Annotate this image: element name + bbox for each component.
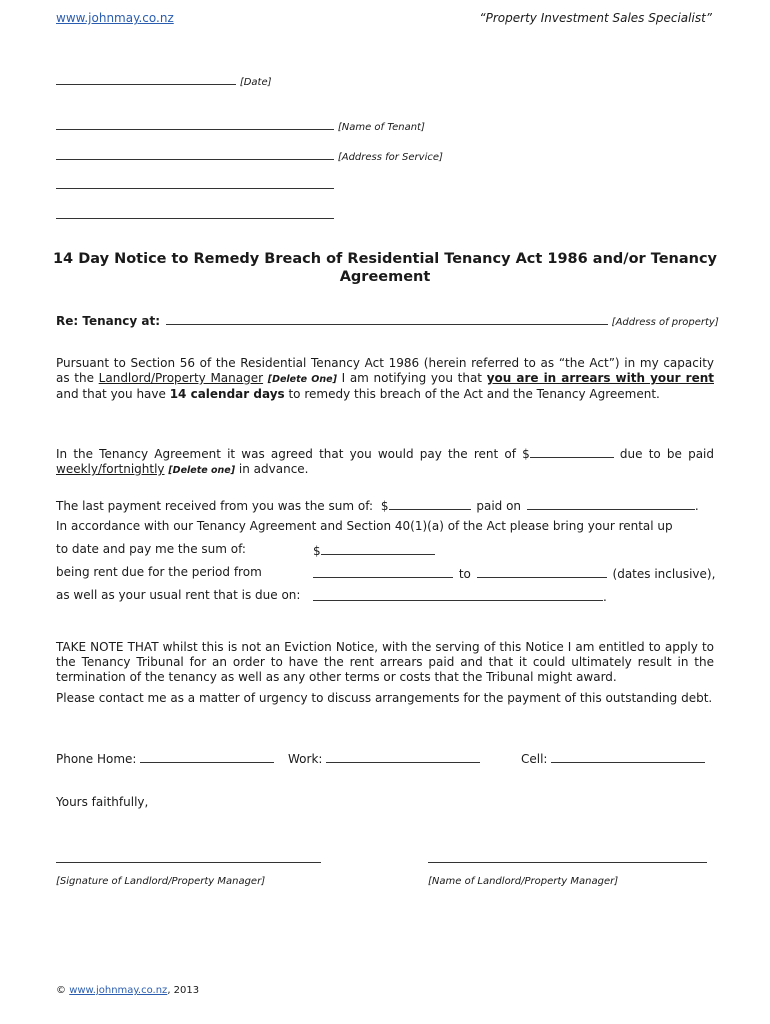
period-row — [313, 565, 715, 581]
footer-website-link[interactable]: www.johnmay.co.nz — [69, 985, 168, 996]
property-address-field[interactable] — [166, 312, 608, 325]
date-label: [Date] — [239, 77, 272, 88]
usual-rent-row — [313, 588, 607, 604]
date-line — [56, 72, 272, 88]
closing-text: Yours faithfully, — [56, 795, 149, 809]
para2-text-2: due to be paid — [613, 447, 715, 461]
notice-paragraph — [56, 356, 714, 402]
footer — [56, 985, 199, 996]
delete-one-note-2: [Delete one] — [168, 465, 236, 476]
para2-text-3: in advance. — [235, 462, 309, 476]
phone-home-field[interactable] — [140, 750, 274, 763]
frequency-option: weekly/fortnightly — [56, 462, 165, 476]
address-line-4 — [56, 206, 334, 222]
phone-work-field[interactable] — [326, 750, 480, 763]
period-from-field[interactable] — [313, 565, 453, 578]
signature-line[interactable] — [56, 862, 321, 863]
para1-text-4: to remedy this breach of the Act and the Tenancy Agreement. — [284, 387, 660, 401]
para2-text-1: In the Tenancy Agreement it was agreed that you would pay the rent of $ — [56, 447, 530, 461]
date-field[interactable] — [56, 72, 236, 85]
signature-label: [Signature of Landlord/Property Manager] — [56, 876, 266, 887]
copyright-symbol: © — [56, 985, 66, 996]
delete-one-note: [Delete One] — [267, 374, 337, 385]
to-label: to — [458, 567, 471, 581]
address-line-3 — [56, 176, 334, 192]
phone-cell-row — [521, 750, 705, 766]
para1-text-1: Pursuant to Section 56 of the Residential Tenancy Act 1986 (herein referred to as “the Act”) in my capacity as the — [56, 356, 714, 385]
phone-cell-label: Cell: — [521, 752, 548, 766]
last-payment-amount-field[interactable] — [389, 497, 471, 510]
sum-row — [313, 542, 435, 558]
property-address-label: [Address of property] — [611, 317, 719, 328]
footer-year: , 2013 — [167, 985, 200, 996]
page-title: 14 Day Notice to Remedy Breach of Residential Tenancy Act 1986 and/or Tenancy Agreement — [52, 251, 718, 285]
name-line[interactable] — [428, 862, 707, 863]
paid-on-date-field[interactable] — [527, 497, 695, 510]
phone-home-row — [56, 750, 274, 766]
dollar-sign: $ — [380, 499, 389, 513]
paid-on-label: paid on — [476, 499, 522, 513]
phone-cell-field[interactable] — [551, 750, 705, 763]
dollar-sign-2: $ — [313, 544, 321, 558]
service-address-field[interactable] — [56, 147, 334, 160]
sum-amount-field[interactable] — [321, 542, 435, 555]
service-label: [Address for Service] — [337, 152, 443, 163]
period: . — [694, 499, 699, 513]
service-line — [56, 147, 443, 163]
tenant-label: [Name of Tenant] — [337, 122, 425, 133]
re-tenancy-row — [56, 312, 719, 328]
phone-work-row — [288, 750, 480, 766]
period-to-field[interactable] — [477, 565, 607, 578]
last-payment-label: The last payment received from you was the sum of: — [56, 499, 374, 513]
tenant-line — [56, 117, 425, 133]
header-website-link[interactable]: www.johnmay.co.nz — [56, 11, 174, 25]
para1-text-3: and that you have — [56, 387, 170, 401]
rent-agreement-paragraph — [56, 445, 714, 478]
being-rent-label: being rent due for the period from — [56, 565, 262, 579]
phone-work-label: Work: — [288, 752, 323, 766]
para1-text-2: I am notifying you that — [336, 371, 487, 385]
take-note-paragraph: TAKE NOTE THAT whilst this is not an Eviction Notice, with the serving of this Notice I am entitled to apply to the Tenancy Tribunal for an order to have the rent arrears paid and that it could ultimately result in the termination of the tenancy as well as any other terms or costs that the Tribunal might award. — [56, 640, 714, 684]
tenant-name-field[interactable] — [56, 117, 334, 130]
last-payment-row — [56, 497, 699, 513]
days-count: 14 calendar days — [169, 387, 285, 401]
end-period: . — [603, 590, 607, 604]
to-date-label: to date and pay me the sum of: — [56, 542, 246, 556]
role-option: Landlord/Property Manager — [98, 371, 264, 385]
phone-home-label: Phone Home: — [56, 752, 137, 766]
dates-inclusive-label: (dates inclusive), — [612, 567, 716, 581]
name-label: [Name of Landlord/Property Manager] — [428, 876, 619, 887]
header-tagline: “Property Investment Sales Specialist” — [479, 11, 712, 25]
address-field-3[interactable] — [56, 176, 334, 189]
accordance-row: In accordance with our Tenancy Agreement and Section 40(1)(a) of the Act please bring your rental up — [56, 519, 673, 533]
address-field-4[interactable] — [56, 206, 334, 219]
rent-amount-field[interactable] — [530, 445, 614, 458]
arrears-statement: you are in arrears with your rent — [486, 371, 714, 385]
contact-paragraph: Please contact me as a matter of urgency to discuss arrangements for the payment of this outstanding debt. — [56, 691, 713, 705]
as-well-label: as well as your usual rent that is due on: — [56, 588, 301, 602]
re-tenancy-label: Re: Tenancy at: — [56, 314, 161, 328]
usual-rent-date-field[interactable] — [313, 588, 603, 601]
